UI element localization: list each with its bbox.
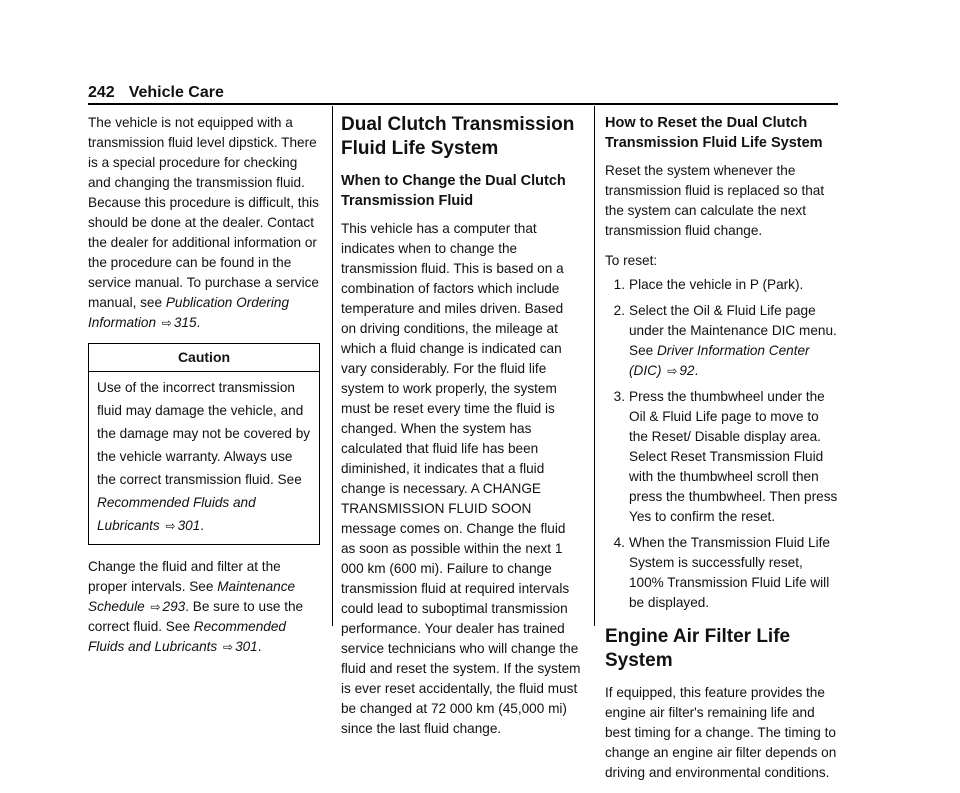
fluids-lubricants-link[interactable]: Recommended Fluids and Lubricants	[97, 495, 256, 533]
change-paragraph: Change the fluid and filter at the proper intervals. See Maintenance Schedule ⇨ 293. Be sure to use the correct fluid. See Recommended Fluids and Lubricants ⇨ 301.	[88, 559, 304, 654]
page-number: 242	[88, 84, 115, 101]
column-divider	[332, 106, 333, 626]
page-ref-number[interactable]: 301	[235, 639, 258, 654]
column-divider	[594, 106, 595, 626]
list-item: 2. Select the Oil & Fluid Life page under the Maintenance DIC menu. See Driver Information Center (DIC) ⇨ 92.	[613, 303, 837, 378]
maintenance-schedule-link[interactable]: Maintenance Schedule	[88, 579, 296, 614]
subsection-heading: How to Reset the Dual Clutch Transmission Fluid Life System	[605, 115, 823, 151]
section-heading: Dual Clutch Transmission Fluid Life System	[341, 114, 575, 159]
intro-paragraph: The vehicle is not equipped with a transmission fluid level dipstick. There is a special procedure for checking and changing the transmission fluid. Because this procedure is difficult, this should be done at the dealer. Contact the dealer for additional information or the procedure can be found in the service manual. To purchase a service manual, see Publication Ordering Information ⇨ 315.	[88, 115, 319, 330]
page-header	[88, 84, 224, 102]
reset-steps	[605, 275, 841, 613]
list-item: 3. Press the thumbwheel under the Oil & Fluid Life page to move to the Reset/ Disable display area. Select Reset Transmission Fluid with the thumbwheel scroll then press the thumbwheel. Then press Yes to confirm the reset.	[613, 389, 838, 524]
page-ref-number[interactable]: 301	[177, 518, 201, 533]
body-paragraph: This vehicle has a computer that indicates when to change the transmission fluid. This is based on a combination of factors which include temperature and miles driven. Based on driving conditions, the mileage at which a fluid change is indicated can vary considerably. For the fluid life system to work properly, the system must be reset every time the fluid is changed. When the system has calculated that fluid life has been diminished, it indicates that a fluid change is necessary. A CHANGE TRANSMISSION FLUID SOON message comes on. Change the fluid as soon as possible within the next 1 000 km (600 mi). Failure to change transmission fluid at required intervals could lead to suboptimal transmission performance. Your dealer has trained service technicians who will change the fluid and reset the system. If the system is ever reset accidentally, the fluid must be changed at 72 000 km (45,000 mi) since the last fluid change.	[341, 221, 581, 736]
column-3	[605, 113, 841, 793]
body-paragraph: If equipped, this feature provides the engine air filter's remaining life and best timing for a change. The timing to change an engine air filter depends on driving and environmental conditions.	[605, 685, 837, 780]
page-ref-number[interactable]: 293	[162, 599, 186, 614]
list-item: 1. Place the vehicle in P (Park).	[613, 277, 804, 292]
fluids-lubricants-link[interactable]: Recommended Fluids and Lubricants	[88, 619, 286, 654]
to-reset-label: To reset:	[605, 253, 658, 268]
publication-ordering-link[interactable]: Publication Ordering Information	[88, 295, 290, 330]
list-item: 4. When the Transmission Fluid Life System is successfully reset, 100% Transmission Fluid Life will be displayed.	[613, 535, 830, 610]
page-ref-icon: ⇨	[223, 640, 234, 654]
page-ref-icon: ⇨	[667, 364, 678, 378]
caution-text: Use of the incorrect transmission fluid may damage the vehicle, and the damage may not be covered by the vehicle warranty. Always use the correct transmission fluid. See Recommended Fluids and Lubricants ⇨ 301.	[97, 380, 311, 533]
page-ref-number[interactable]: 315	[173, 315, 197, 330]
section-heading: Engine Air Filter Life System	[605, 626, 791, 671]
dic-link[interactable]: Driver Information Center (DIC)	[629, 343, 810, 378]
page-ref-icon: ⇨	[150, 600, 161, 614]
caution-title: Caution	[89, 347, 319, 372]
column-2	[341, 113, 581, 749]
page-ref-icon: ⇨	[161, 316, 172, 330]
page-ref-icon: ⇨	[165, 519, 176, 533]
page-ref-number[interactable]: 92	[679, 363, 695, 378]
reset-intro: Reset the system whenever the transmission fluid is replaced so that the system can calculate the next transmission fluid change.	[605, 163, 825, 238]
header-rule	[88, 103, 838, 105]
column-1	[88, 113, 320, 667]
section-title: Vehicle Care	[128, 84, 224, 101]
caution-box	[88, 343, 320, 545]
subsection-heading: When to Change the Dual Clutch Transmission Fluid	[341, 173, 566, 209]
